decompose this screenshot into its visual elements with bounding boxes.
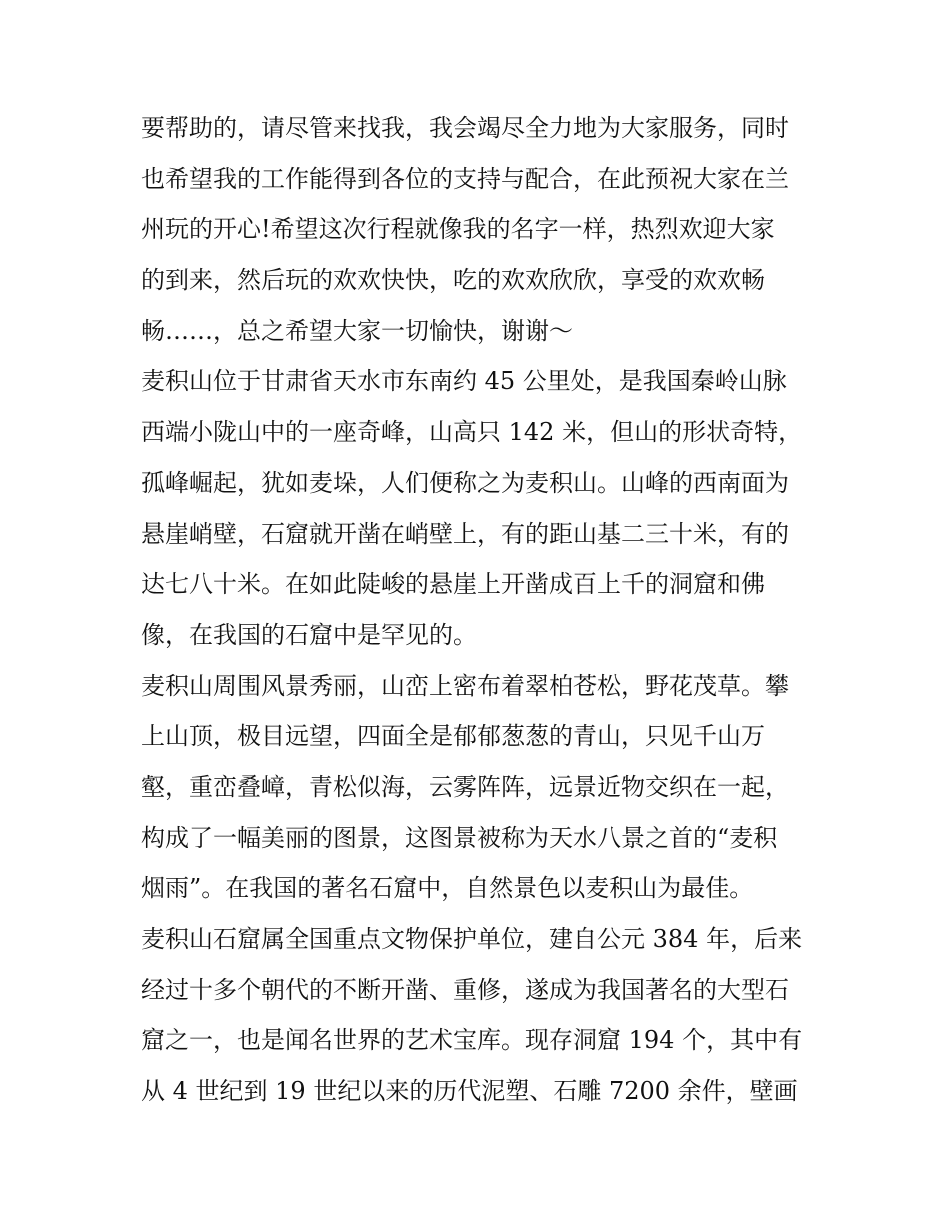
text-line: 麦积山周围风景秀丽，山峦上密布着翠柏苍松，野花茂草。攀 (141, 671, 789, 700)
text-line: 上山顶，极目远望，四面全是郁郁葱葱的青山，只见千山万 (141, 722, 765, 751)
text-line: 构成了一幅美丽的图景，这图景被称为天水八景之首的“麦积 (141, 823, 778, 852)
text-line: 麦积山石窟属全国重点文物保护单位，建自公元 384 年，后来 (141, 925, 803, 953)
text-line: 孤峰崛起，犹如麦垛，人们便称之为麦积山。山峰的西南面为 (141, 468, 789, 497)
text-line: 烟雨”。在我国的著名石窟中，自然景色以麦积山为最佳。 (141, 874, 754, 903)
text-line: 达七八十米。在如此陡峻的悬崖上开凿成百上千的洞窟和佛 (141, 570, 765, 599)
body-text (141, 103, 813, 1117)
text-line: 的到来，然后玩的欢欢快快，吃的欢欢欣欣，享受的欢欢畅 (141, 266, 765, 295)
text-line: 畅……，总之希望大家一切愉快，谢谢～ (141, 316, 573, 345)
text-line: 壑，重峦叠嶂，青松似海，云雾阵阵，远景近物交织在一起， (141, 772, 789, 801)
text-line: 窟之一，也是闻名世界的艺术宝库。现存洞窟 194 个，其中有 (141, 1026, 803, 1055)
text-line: 像，在我国的石窟中是罕见的。 (141, 620, 477, 649)
text-line: 从 4 世纪到 19 世纪以来的历代泥塑、石雕 7200 余件，壁画 (141, 1077, 798, 1106)
text-line: 经过十多个朝代的不断开凿、重修，遂成为我国著名的大型石 (141, 975, 789, 1004)
text-line: 也希望我的工作能得到各位的支持与配合，在此预祝大家在兰 (141, 164, 789, 193)
text-line: 要帮助的，请尽管来找我，我会竭尽全力地为大家服务，同时 (141, 114, 789, 142)
text-line: 悬崖峭壁，石窟就开凿在峭壁上，有的距山基二三十米，有的 (141, 519, 789, 548)
text-line: 麦积山位于甘肃省天水市东南约 45 公里处，是我国秦岭山脉 (141, 367, 787, 396)
text-line: 州玩的开心!希望这次行程就像我的名字一样，热烈欢迎大家 (141, 215, 775, 244)
text-line: 西端小陇山中的一座奇峰，山高只 142 米，但山的形状奇特， (141, 418, 803, 447)
